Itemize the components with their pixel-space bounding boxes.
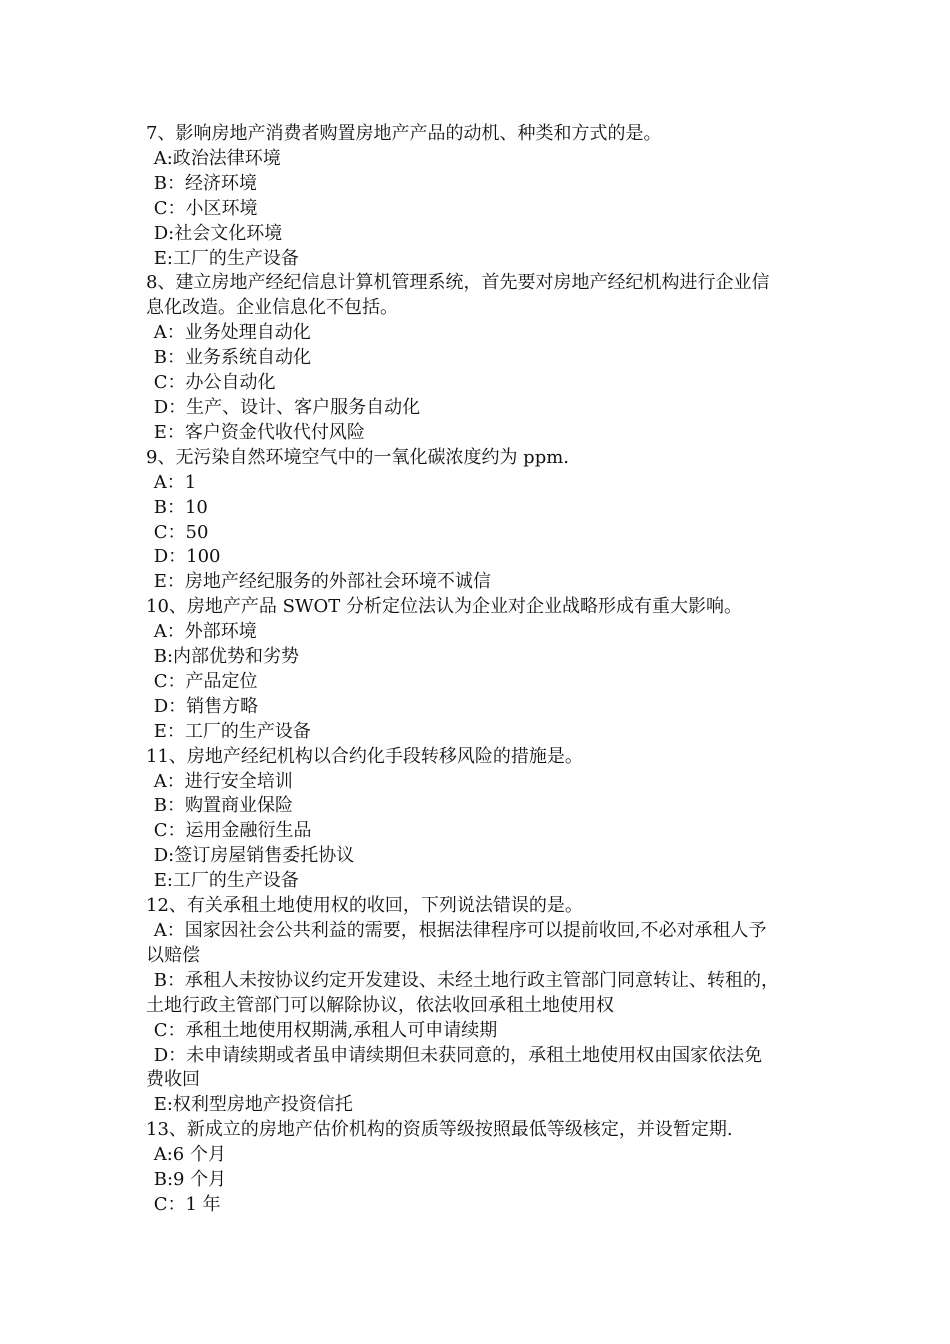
q10-option-d: D：销售方略	[148, 695, 259, 717]
question-8-line-1: 8、建立房地产经纪信息计算机管理系统，首先要对房地产经纪机构进行企业信	[146, 272, 770, 294]
q12-option-d-line-1: D：未申请续期或者虽申请续期但未获同意的，承租土地使用权由国家依法免	[148, 1044, 763, 1066]
q10-option-a: A：外部环境	[148, 621, 257, 643]
question-13: 13、新成立的房地产估价机构的资质等级按照最低等级核定，并设暂定期.	[146, 1119, 733, 1141]
question-12: 12、有关承租土地使用权的收回，下列说法错误的是。	[146, 895, 583, 917]
question-9: 9、无污染自然环境空气中的一氧化碳浓度约为 ppm.	[146, 446, 570, 468]
question-11: 11、房地产经纪机构以合约化手段转移风险的措施是。	[146, 745, 583, 767]
q12-option-b-line-2: 土地行政主管部门可以解除协议，依法收回承租土地使用权	[146, 994, 614, 1016]
q13-option-c: C：1 年	[148, 1193, 221, 1215]
q9-option-e: E：房地产经纪服务的外部社会环境不诚信	[148, 571, 491, 593]
q8-option-e: E：客户资金代收代付风险	[148, 421, 365, 443]
q12-option-a-line-2: 以赔偿	[146, 944, 200, 966]
q12-option-a-line-1: A：国家因社会公共利益的需要，根据法律程序可以提前收回,不必对承租人予	[148, 920, 767, 941]
q11-option-e: E:工厂的生产设备	[148, 870, 299, 892]
q12-option-c: C：承租土地使用权期满,承租人可申请续期	[148, 1019, 498, 1041]
q10-option-b: B:内部优势和劣势	[148, 646, 300, 668]
question-7: 7、影响房地产消费者购置房地产产品的动机、种类和方式的是。	[146, 123, 662, 144]
q11-option-a: A：进行安全培训	[148, 770, 293, 792]
q9-option-a: A：1	[148, 471, 197, 493]
q7-option-b: B：经济环境	[148, 172, 257, 194]
q11-option-d: D:签订房屋销售委托协议	[148, 845, 355, 867]
document-body	[146, 122, 826, 1218]
q7-option-e: E:工厂的生产设备	[148, 247, 299, 269]
q9-option-d: D：100	[148, 546, 221, 568]
q8-option-a: A：业务处理自动化	[148, 322, 311, 344]
q11-option-b: B：购置商业保险	[148, 795, 293, 817]
q7-option-d: D:社会文化环境	[148, 222, 283, 244]
q8-option-d: D：生产、设计、客户服务自动化	[148, 396, 421, 418]
q8-option-b: B：业务系统自动化	[148, 347, 311, 369]
q10-option-e: E：工厂的生产设备	[148, 720, 311, 742]
q12-option-b-line-1: B：承租人未按协议约定开发建设、未经土地行政主管部门同意转让、转租的，	[148, 969, 779, 991]
question-8-line-2: 息化改造。企业信息化不包括。	[146, 297, 398, 319]
question-10: 10、房地产产品 SWOT 分析定位法认为企业对企业战略形成有重大影响。	[146, 596, 742, 618]
q9-option-c: C：50	[148, 521, 209, 543]
q8-option-c: C：办公自动化	[148, 372, 276, 394]
q9-option-b: B：10	[148, 496, 208, 518]
q12-option-e: E:权利型房地产投资信托	[148, 1094, 353, 1116]
q7-option-c: C：小区环境	[148, 197, 258, 219]
q13-option-a: A:6 个月	[148, 1144, 226, 1166]
q11-option-c: C：运用金融衍生品	[148, 820, 312, 842]
q13-option-b: B:9 个月	[148, 1169, 227, 1191]
q7-option-a: A:政治法律环境	[148, 147, 281, 169]
q12-option-d-line-2: 费收回	[146, 1069, 200, 1091]
q10-option-c: C：产品定位	[148, 670, 258, 692]
